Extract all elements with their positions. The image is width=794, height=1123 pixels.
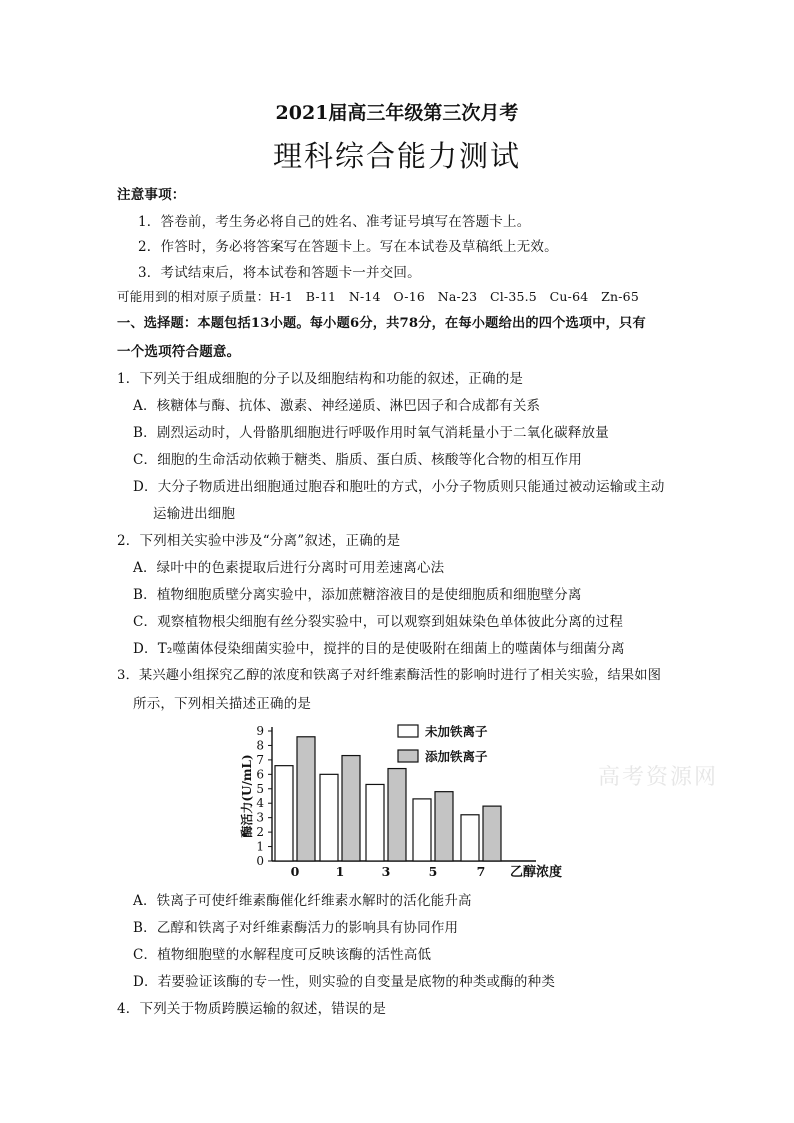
- y-tick-label: 3: [256, 810, 264, 825]
- bar: [320, 774, 338, 861]
- atomic-masses: 可能用到的相对原子质量：H-1 B-11 N-14 O-16 Na-23 Cl-35.5 Cu-64 Zn-65: [117, 289, 639, 304]
- question-3-option-b: B．乙醇和铁离子对纤维素酶活力的影响具有协同作用: [133, 920, 459, 936]
- x-axis-label: 乙醇浓度: [510, 865, 563, 880]
- notice-item: 2．作答时，务必将答案写在答题卡上。写在本试卷及草稿纸上无效。: [138, 239, 558, 255]
- question-3-option-a: A．铁离子可使纤维素酶催化纤维素水解时的活化能升高: [133, 893, 472, 909]
- question-1-option-d: D．大分子物质进出细胞通过胞吞和胞吐的方式，小分子物质则只能通过被动运输或主动: [133, 479, 665, 495]
- question-1-option-d-cont: 运输进出细胞: [153, 506, 236, 522]
- bar: [461, 815, 479, 861]
- y-tick-label: 8: [256, 738, 264, 753]
- x-tick-label: 5: [428, 864, 438, 879]
- legend-swatch: [398, 725, 418, 737]
- x-tick-label: 0: [290, 864, 300, 879]
- bar: [342, 756, 360, 861]
- section-heading: 一、选择题：本题包括13小题。每小题6分，共78分，在每小题给出的四个选项中，只有: [117, 316, 646, 331]
- y-tick-label: 2: [256, 825, 264, 840]
- question-1-stem: 1．下列关于组成细胞的分子以及细胞结构和功能的叙述，正确的是: [117, 371, 524, 387]
- bar: [483, 806, 501, 861]
- question-3-option-c: C．植物细胞壁的水解程度可反映该酶的活性高低: [133, 947, 432, 963]
- question-2-stem: 2．下列相关实验中涉及“分离”叙述，正确的是: [117, 533, 401, 549]
- bar: [297, 737, 315, 861]
- y-tick-label: 6: [256, 767, 264, 782]
- question-3-stem-cont: 所示，下列相关描述正确的是: [133, 696, 312, 712]
- question-1-option-b: B．剧烈运动时，人骨骼肌细胞进行呼吸作用时氧气消耗量小于二氧化碳释放量: [133, 425, 609, 441]
- bar: [275, 766, 293, 861]
- x-tick-label: 1: [335, 864, 345, 879]
- subject-title: 理科综合能力测试: [272, 139, 521, 173]
- question-2-option-c: C．观察植物根尖细胞有丝分裂实验中，可以观察到姐妹染色单体彼此分离的过程: [133, 614, 624, 630]
- x-tick-label: 7: [476, 864, 486, 879]
- bar: [388, 769, 406, 861]
- exam-title: 2021届高三年级第三次月考: [275, 102, 519, 124]
- y-tick-label: 1: [256, 839, 264, 854]
- x-tick-label: 3: [381, 864, 391, 879]
- question-2-option-a: A．绿叶中的色素提取后进行分离时可用差速离心法: [133, 560, 445, 576]
- y-tick-label: 4: [256, 796, 264, 811]
- y-tick-label: 5: [256, 781, 264, 796]
- y-tick-label: 0: [256, 854, 264, 868]
- notice-heading: 注意事项：: [117, 187, 186, 203]
- question-4-stem: 4．下列关于物质跨膜运输的叙述，错误的是: [117, 1001, 387, 1017]
- legend-label: 未加铁离子: [425, 724, 488, 739]
- legend-label: 添加铁离子: [425, 749, 488, 764]
- notice-item: 3．考试结束后，将本试卷和答题卡一并交回。: [138, 265, 421, 281]
- question-2-option-d: D．T₂噬菌体侵染细菌实验中，搅拌的目的是使吸附在细菌上的噬菌体与细菌分离: [133, 641, 625, 657]
- question-2-option-b: B．植物细胞质壁分离实验中，添加蔗糖溶液目的是使细胞质和细胞壁分离: [133, 587, 582, 603]
- notice-item: 1．答卷前，考生务必将自己的姓名、准考证号填写在答题卡上。: [138, 214, 531, 230]
- bar: [366, 784, 384, 861]
- question-3-stem: 3．某兴趣小组探究乙醇的浓度和铁离子对纤维素酶活性的影响时进行了相关实验，结果如图: [117, 668, 662, 683]
- legend-swatch: [398, 750, 418, 762]
- section-heading-cont: 一个选项符合题意。: [117, 344, 241, 360]
- question-3-option-d: D．若要验证该酶的专一性，则实验的自变量是底物的种类或酶的种类: [133, 974, 556, 990]
- question-1-option-c: C．细胞的生命活动依赖于糖类、脂质、蛋白质、核酸等化合物的相互作用: [133, 452, 582, 468]
- y-tick-label: 7: [256, 752, 264, 767]
- question-1-option-a: A．核糖体与酶、抗体、激素、神经递质、淋巴因子和合成都有关系: [133, 398, 541, 414]
- y-tick-label: 9: [256, 724, 264, 738]
- watermark: 高考资源网: [598, 765, 719, 790]
- bar: [435, 792, 453, 861]
- y-axis-label: 酶活力(U/mL): [240, 754, 254, 838]
- bar: [413, 799, 431, 861]
